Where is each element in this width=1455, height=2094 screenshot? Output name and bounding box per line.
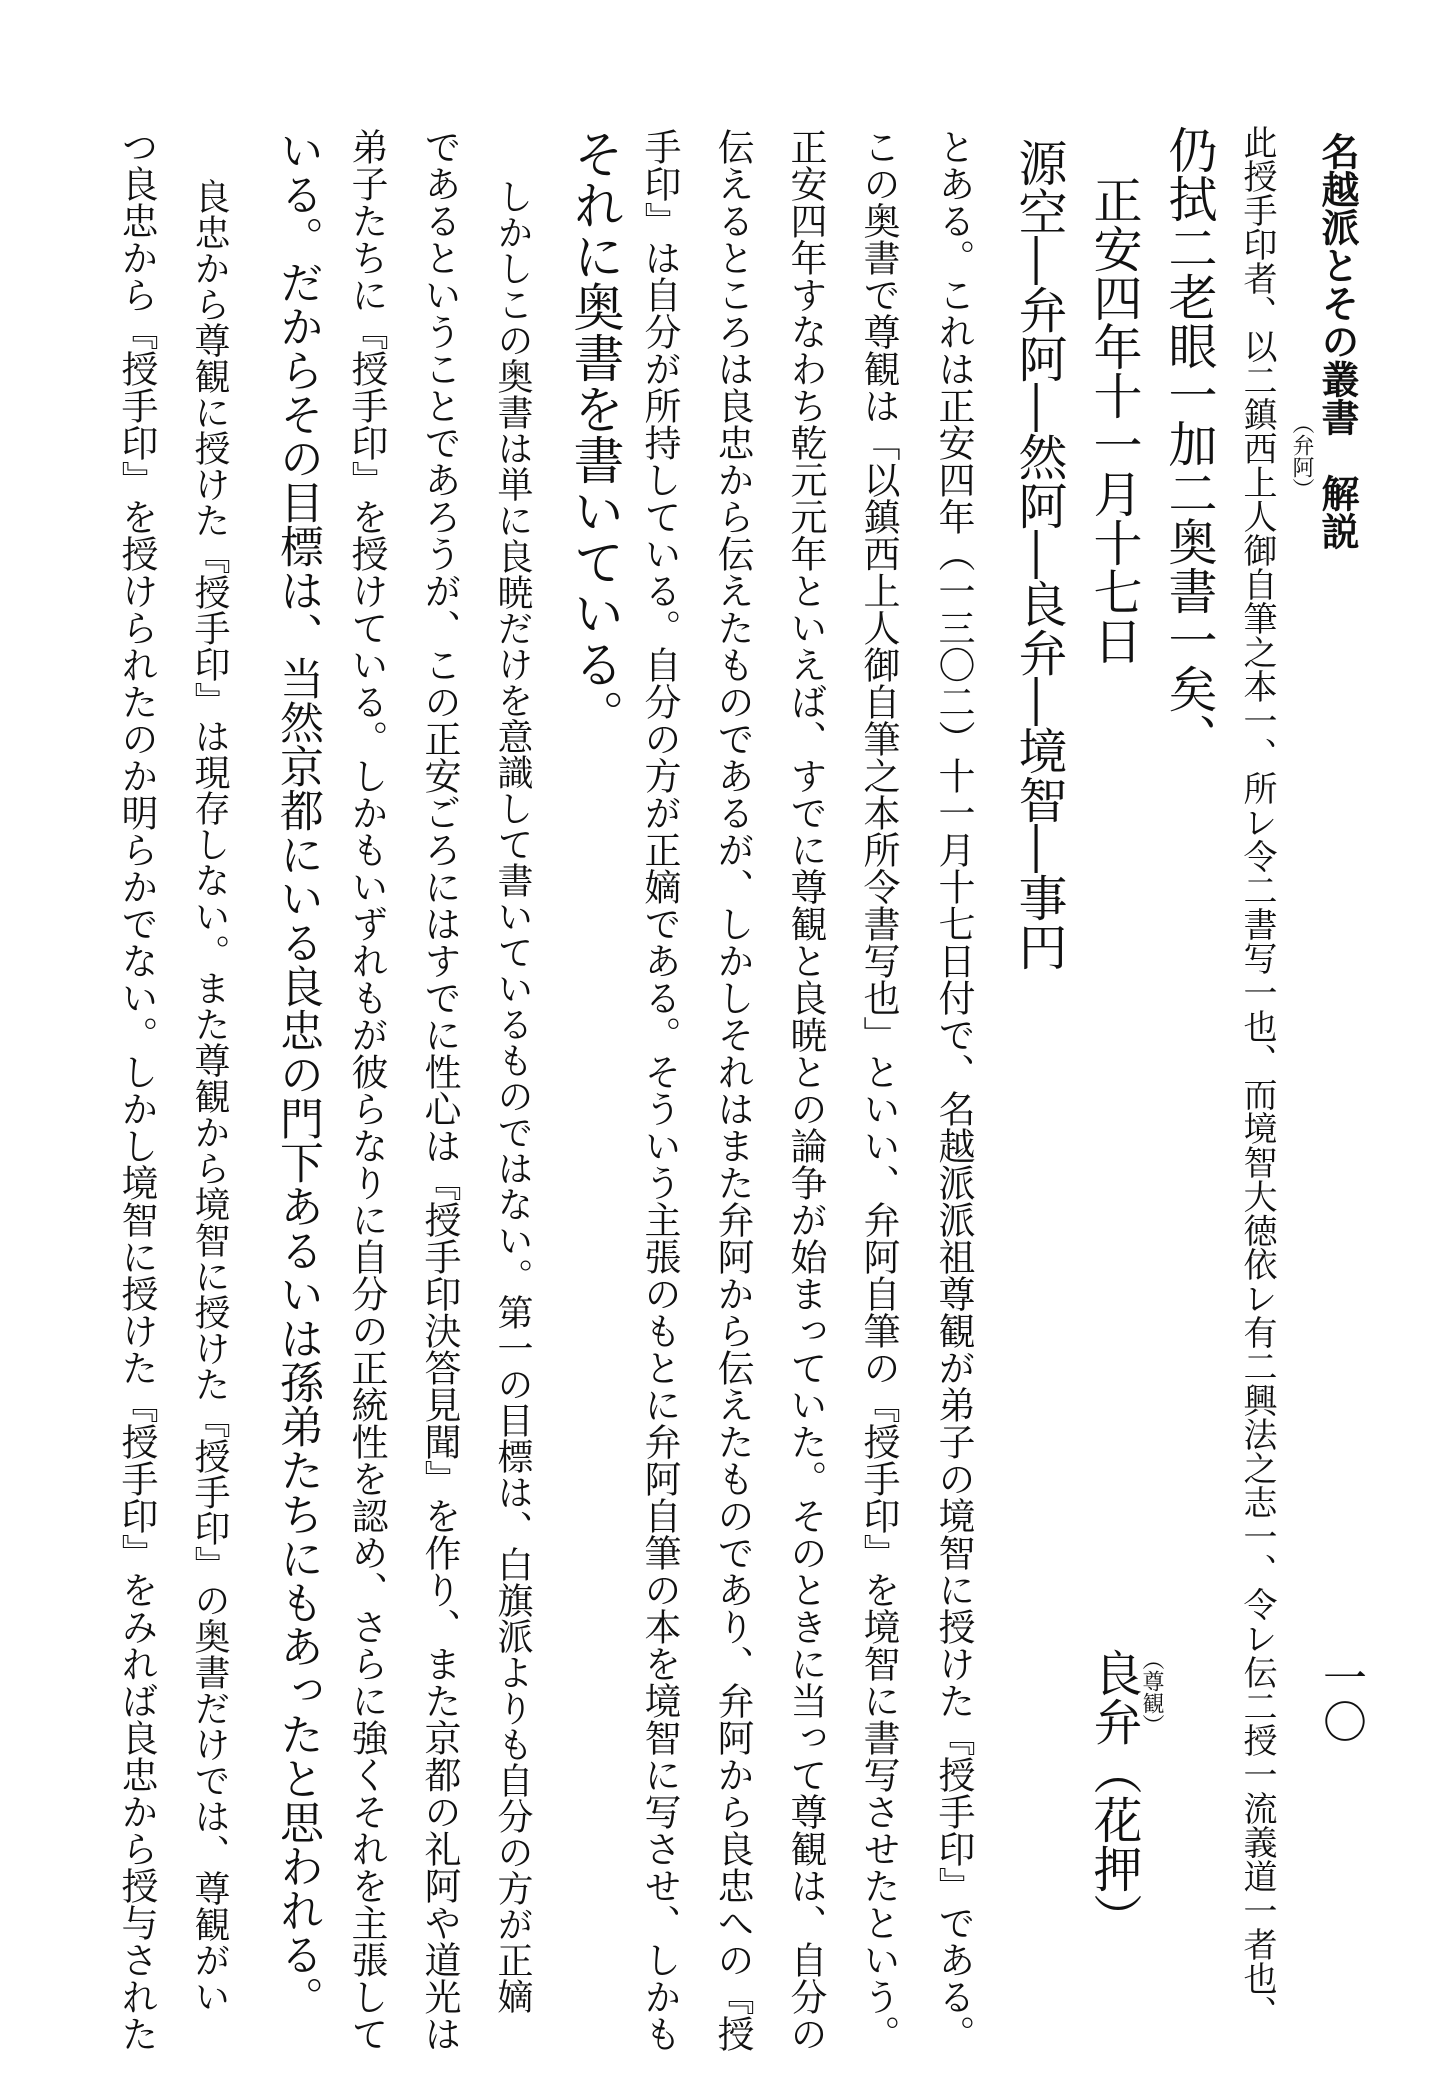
colophon-signature: 良弁（花押） [1086, 1648, 1143, 1942]
body-line-11: 良忠から尊観に授けた『授手印』は現存しない。また尊観から境智に授けた『授手印』の奥書だけでは、尊観がい [189, 178, 230, 2014]
body-line-5: 手印』は自分が所持している。自分の方が正嫡である。そういう主張のもとに弁阿自筆の本を境智に写させ、しかも [638, 128, 681, 2052]
colophon-date: 正安四年十一月十七日 [1086, 175, 1143, 665]
body-line-9: 弟子たちに『授手印』を授けている。しかもいずれもが彼らなりに自分の正統性を認め、さらに強くそれを主張して [345, 128, 388, 2052]
body-line-6: それに奥書を書いている。 [564, 128, 623, 740]
colophon-line-2: 仍拭二老眼一加二奥書一矣、 [1161, 125, 1218, 762]
body-line-10: いる。だからその目標は、当然京都にいる良忠の門下あるいは孫弟たちにもあったと思われる。 [272, 128, 323, 2020]
colophon-line-1: 此授手印者、以二鎮西上人御自筆之本一、所レ令二書写一也、而境智大徳依レ有二興法之志一、令レ伝二授一流義道一者也、 [1237, 125, 1277, 2029]
body-line-1: とある。これは正安四年（一三〇二）十一月十七日付で、名越派派祖尊観が弟子の境智に授けた『授手印』である。 [932, 128, 975, 2052]
page-number: 一〇 [1315, 1655, 1366, 1743]
body-line-2: この奥書で尊観は「以鎮西上人御自筆之本所令書写也」といい、弁阿自筆の『授手印』を境智に書写させたという。 [857, 128, 900, 2052]
body-line-3: 正安四年すなわち乾元元年といえば、すでに尊観と良暁との論争が始まっていた。そのときに当って尊観は、自分の [784, 128, 827, 2052]
body-line-8: であるということであろうが、この正安ごろにはすでに性心は『授手印決答見聞』を作り、また京都の礼阿や道光は [418, 128, 461, 2052]
annotation-sonkan: （尊観） [1139, 1648, 1164, 1736]
body-line-4: 伝えるところは良忠から伝えたものであるが、しかしそれはまた弁阿から伝えたものであり、弁阿から良忠への『授 [711, 128, 754, 2052]
annotation-benna: （弁阿） [1289, 412, 1314, 500]
running-header: 名越派とその叢書 解説 [1315, 132, 1359, 550]
body-line-7: しかしこの奥書は単に良暁だけを意識して書いているものではない。第一の目標は、白旗派よりも自分の方が正嫡 [492, 178, 533, 2014]
lineage-line: 源空―弁阿―然阿―良弁―境智―事円 [1011, 138, 1068, 971]
body-line-12: つ良忠から『授手印』を授けられたのか明らかでない。しかし境智に授けた『授手印』をみれば良忠から授与された [115, 128, 158, 2052]
